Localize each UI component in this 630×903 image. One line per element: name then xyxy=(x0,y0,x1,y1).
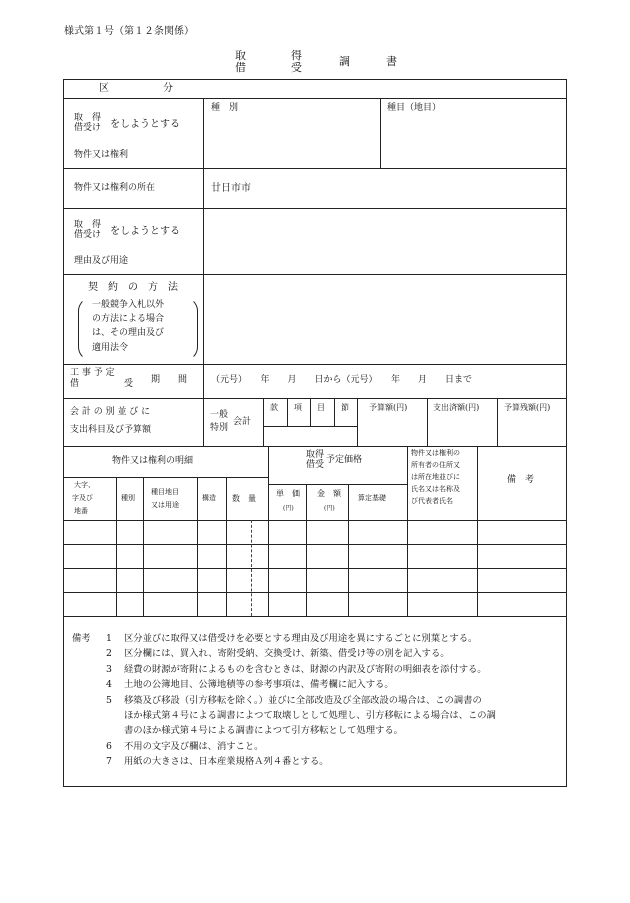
owner-label: 氏名又は名称及 xyxy=(411,485,460,493)
note-text: 区分並びに取得又は借受けを必要とする理由及び用途を異にするごとに別葉とする。 xyxy=(124,633,478,644)
rule xyxy=(380,98,381,168)
col-remaining: 予算残額(円) xyxy=(504,403,551,412)
rule xyxy=(63,477,268,478)
rule xyxy=(287,398,288,426)
note-text: 区分欄には、買入れ、寄附受納、交換受け、新築、借受け等の別を記入する。 xyxy=(124,648,450,660)
period-label: 受 xyxy=(124,379,134,389)
note-text: 用紙の大きさは、日本産業規格Ａ列４番とする。 xyxy=(124,756,329,768)
note-text: 書のほか様式第４号による調書によつて引方移転として処理する。 xyxy=(124,725,403,737)
section-label: 区 xyxy=(99,83,109,94)
col-quantity: 数 量 xyxy=(232,494,256,503)
account-label: 会計 xyxy=(233,417,252,427)
rule xyxy=(268,484,407,485)
note-number: 1 xyxy=(106,633,112,644)
table-row[interactable] xyxy=(64,593,566,615)
title-char: 取 xyxy=(235,49,246,62)
col-addr: 字及び xyxy=(72,494,93,502)
contract-note: は、その理由及び xyxy=(92,328,165,338)
col-addr: 地番 xyxy=(74,507,88,515)
section-label: 分 xyxy=(163,83,173,94)
contract-label: 契 約 の 方 法 xyxy=(88,282,178,293)
special-label: 特別 xyxy=(210,423,229,433)
title-char: 借 xyxy=(235,61,246,74)
rule xyxy=(63,98,567,99)
remarks-label: 備 考 xyxy=(507,475,535,485)
rule xyxy=(63,398,567,399)
mark-acquire: 取 得 xyxy=(74,220,102,230)
col-amount: 金 額 xyxy=(317,489,341,498)
note-number: 7 xyxy=(106,756,112,768)
owner-label: び代表者氏名 xyxy=(411,497,453,505)
rule xyxy=(263,398,264,446)
row-label: をしようとする xyxy=(110,119,180,130)
contract-note: 一般競争入札以外 xyxy=(92,300,165,310)
note-text: 土地の公簿地目、公簿地積等の参考事項は、備考欄に記入する。 xyxy=(124,679,394,691)
col-budget: 予算額(円) xyxy=(369,403,408,412)
mark-acquire: 取 得 xyxy=(74,113,102,123)
col-kind: 種別 xyxy=(121,494,135,502)
col-unit-price: 単 価 xyxy=(276,489,300,498)
title-char: 受 xyxy=(291,61,302,74)
contract-note: の方法による場合 xyxy=(92,314,165,324)
rule xyxy=(357,398,358,446)
rule xyxy=(203,398,204,446)
rule xyxy=(63,446,567,447)
col-setsu: 節 xyxy=(341,403,349,412)
rule xyxy=(63,364,567,365)
location-label: 物件又は権利の所在 xyxy=(74,183,156,193)
title-char: 調 xyxy=(339,55,350,68)
col-type: 又は用途 xyxy=(151,501,179,509)
col-structure: 構造 xyxy=(202,494,216,502)
note-number: 4 xyxy=(106,679,112,691)
rule xyxy=(427,398,428,446)
rule xyxy=(203,98,204,398)
row-label: をしようとする xyxy=(110,226,180,237)
col-moku: 目 xyxy=(317,403,325,412)
title-char: 得 xyxy=(291,49,302,62)
price-label: 予定価格 xyxy=(326,455,363,465)
title-char: 書 xyxy=(386,55,397,68)
detail-title: 物件又は権利の明細 xyxy=(112,456,194,466)
rule xyxy=(63,616,567,617)
note-number: 3 xyxy=(106,663,112,675)
note-number: 6 xyxy=(106,740,112,752)
contract-note: 適用法令 xyxy=(92,343,129,353)
rule xyxy=(334,398,335,426)
rule xyxy=(63,208,567,209)
col-unit-yen: (円) xyxy=(283,505,294,512)
period-value: （元号） 年 月 日から（元号） 年 月 日まで xyxy=(211,375,473,385)
table-row[interactable] xyxy=(64,521,566,543)
accounting-label: 会 計 の 別 並 び に xyxy=(70,407,151,417)
price-mark: 借受 xyxy=(306,460,325,470)
col-addr: 大字、 xyxy=(74,481,95,489)
note-number: 5 xyxy=(106,694,112,706)
kind-label: 種 別 xyxy=(211,103,239,113)
rule xyxy=(497,398,498,446)
col-type: 種目地目 xyxy=(151,488,179,496)
note-number: 2 xyxy=(106,648,112,660)
row-label: 物件又は権利 xyxy=(74,150,129,160)
row-label: 理由及び用途 xyxy=(74,256,129,266)
rule xyxy=(63,274,567,275)
form-number: 様式第１号（第１２条関係） xyxy=(64,26,194,37)
rule xyxy=(310,398,311,426)
period-label: 期 間 xyxy=(151,375,188,385)
col-spent: 支出済額(円) xyxy=(433,403,480,412)
col-basis: 算定基礎 xyxy=(358,494,386,502)
period-label: 借 xyxy=(70,379,80,389)
rule xyxy=(63,168,567,169)
table-row[interactable] xyxy=(64,545,566,567)
mark-lease: 借受け xyxy=(74,230,102,240)
note-text: ほか様式第４号による調書によつて取壊しとして処理し、引方移転による場合は、この調 xyxy=(124,710,496,721)
notes-label: 備考 xyxy=(72,633,91,644)
col-kan: 款 xyxy=(270,403,278,412)
note-text: 移築及び移設（引方移転を除く。）並びに全部改造及び全部改設の場合は、この調書の xyxy=(124,694,482,706)
location-value: 廿日市市 xyxy=(211,183,251,194)
accounting-label: 支出科目及び予算額 xyxy=(70,425,152,435)
col-amount-yen: (円) xyxy=(324,505,335,512)
col-kou: 項 xyxy=(294,403,302,412)
note-text: 経費の財源が寄附によるものを含むときは、財源の内訳及び寄附の明細表を添付する。 xyxy=(124,663,487,675)
period-label: 工 事 予 定 xyxy=(70,368,115,378)
price-mark: 取得 xyxy=(306,450,325,460)
land-category-label: 種目（地目） xyxy=(387,103,442,113)
owner-label: は所在地並びに xyxy=(411,473,460,481)
table-row[interactable] xyxy=(64,569,566,591)
note-text: 不用の文字及び欄は、消すこと。 xyxy=(124,740,264,752)
owner-label: 物件又は権利の xyxy=(411,449,460,457)
mark-lease: 借受け xyxy=(74,123,102,133)
general-label: 一般 xyxy=(210,410,229,420)
rule xyxy=(263,426,357,427)
owner-label: 所有者の住所又 xyxy=(411,461,460,469)
